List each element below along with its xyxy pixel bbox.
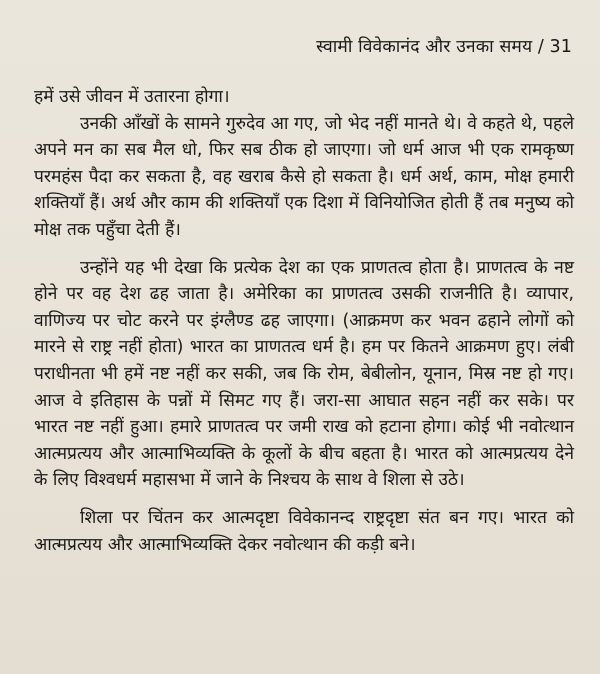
paragraph-1: हमें उसे जीवन में उतारना होगा। — [34, 87, 230, 107]
body-text — [34, 84, 574, 558]
paragraph-2: उनकी आँखों के सामने गुरुदेव आ गए, जो भेद नहीं मानते थे। वे कहते थे, पहले अपने मन का सब मैल धो, फिर सब ठीक हो जाएगा। जो धर्म आज भी एक रामकृष्ण परमहंस पैदा कर सकता है, वह खराब कैसे हो सकता है। धर्म अर्थ, काम, मोक्ष हमारी शक्तियाँ हैं। अर्थ और काम की शक्तियाँ एक दिशा में विनियोजित होती हैं तब मनुष्य को मोक्ष तक पहुँचा देती हैं। — [34, 113, 574, 240]
running-header: स्वामी विवेकानंद और उनका समय / 31 — [316, 37, 572, 57]
paragraph-3: उन्होंने यह भी देखा कि प्रत्येक देश का एक प्राणतत्व होता है। प्राणतत्व के नष्ट होने पर वह देश ढह जाता है। अमेरिका का प्राणतत्व उसकी राजनीति है। व्यापार, वाणिज्य पर चोट करने पर इंग्लैण्ड ढह जाएगा। (आक्रमण कर भवन ढहाने लोगों को मारने से राष्ट्र नहीं होता) भारत का प्राणतत्व धर्म है। हम पर कितने आक्रमण हुए। लंबी पराधीनता भी हमें नष्ट नहीं कर सकी, जब कि रोम, बेबीलोन, यूनान, मिस्र नष्ट हो गए। आज वे इतिहास के पन्नों में सिमट गए हैं। जरा-सा आघात सहन नहीं कर सके। पर भारत नष्ट नहीं हुआ। हमारे प्राणतत्व पर जमी राख को हटाना होगा। कोई भी नवोत्थान आत्मप्रत्यय और आत्माभिव्यक्ति के कूलों के बीच बहता है। भारत को आत्मप्रत्यय देने के लिए विश्वधर्म महासभा में जाने के निश्चय के साथ वे शिला से उठे। — [34, 257, 574, 491]
paragraph-4: शिला पर चिंतन कर आत्मदृष्टा विवेकानन्द राष्ट्रदृष्टा संत बन गए। भारत को आत्मप्रत्यय और आत्माभिव्यक्ति देकर नवोत्थान की कड़ी बने। — [34, 507, 574, 555]
